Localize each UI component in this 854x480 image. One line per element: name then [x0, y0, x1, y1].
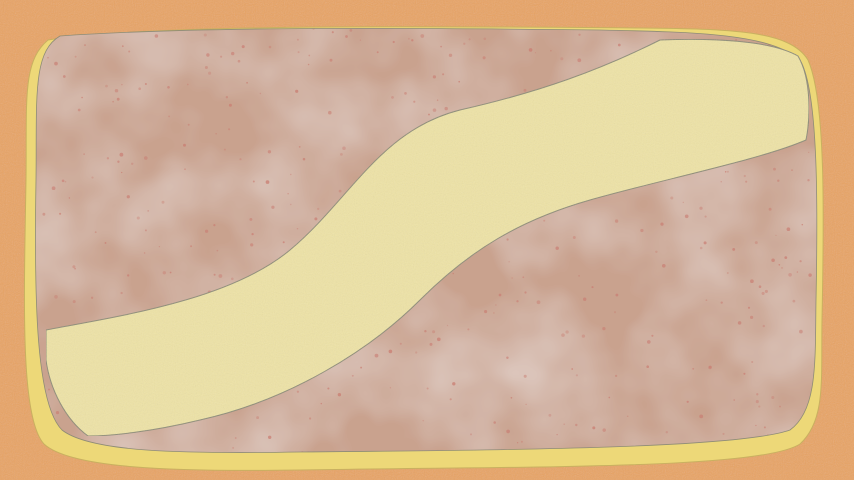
soil-speckle — [239, 158, 241, 160]
soil-speckle — [775, 235, 776, 236]
soil-speckle — [168, 115, 170, 117]
soil-speckle — [495, 304, 496, 305]
soil-speckle — [128, 51, 130, 53]
soil-speckle — [483, 37, 486, 40]
soil-speckle — [651, 335, 653, 337]
soil-speckle — [332, 31, 334, 33]
soil-speckle — [95, 231, 97, 233]
soil-speckle — [721, 301, 723, 303]
soil-speckle — [205, 230, 208, 233]
soil-speckle — [352, 375, 354, 377]
soil-speckle — [105, 85, 108, 88]
soil-speckle — [550, 50, 552, 52]
soil-speckle — [614, 311, 616, 313]
soil-speckle — [571, 368, 573, 370]
soil-speckle — [350, 29, 353, 32]
soil-speckle — [548, 414, 551, 417]
soil-speckle — [188, 124, 190, 126]
soil-speckle — [751, 361, 753, 363]
soil-speckle — [159, 246, 160, 247]
soil-speckle — [217, 250, 219, 252]
soil-speckle — [120, 292, 122, 294]
soil-speckle — [327, 387, 329, 389]
soil-speckle — [467, 328, 469, 330]
soil-speckle — [615, 219, 618, 222]
soil-speckle — [685, 214, 689, 218]
soil-speckle — [269, 46, 272, 49]
soil-speckle — [204, 33, 207, 36]
soil-speckle — [295, 90, 298, 93]
soil-speckle — [764, 426, 766, 428]
soil-speckle — [756, 393, 758, 395]
soil-speckle — [646, 365, 649, 368]
soil-speckle — [205, 66, 208, 69]
soil-speckle — [655, 251, 657, 253]
soil-speckle — [224, 149, 226, 151]
soil-speckle — [56, 411, 59, 414]
soil-speckle — [308, 55, 310, 57]
soil-speckle — [721, 181, 722, 182]
soil-speckle — [807, 179, 809, 181]
soil-speckle — [564, 424, 565, 425]
soil-speckle — [330, 59, 333, 62]
soil-speckle — [127, 195, 130, 198]
soil-speckle — [69, 197, 70, 198]
soil-speckle — [309, 417, 311, 419]
soil-speckle — [738, 321, 742, 325]
soil-speckle — [722, 433, 724, 435]
soil-speckle — [615, 375, 617, 377]
soil-speckle — [647, 340, 651, 344]
soil-speckle — [75, 56, 77, 58]
soil-speckle — [529, 48, 533, 52]
soil-speckle — [190, 245, 192, 247]
soil-speckle — [228, 128, 230, 130]
soil-speckle — [235, 437, 237, 439]
soil-speckle — [63, 75, 66, 78]
soil-speckle — [699, 415, 703, 419]
soil-speckle — [762, 292, 765, 295]
soil-speckle — [375, 354, 379, 358]
soil-speckle — [47, 57, 49, 59]
soil-speckle — [727, 171, 729, 173]
soil-speckle — [756, 400, 759, 403]
soil-speckle — [360, 39, 361, 40]
soil-speckle — [290, 174, 291, 175]
soil-speckle — [591, 286, 593, 288]
soil-speckle — [232, 447, 234, 449]
soil-speckle — [787, 227, 791, 231]
soil-speckle — [62, 180, 65, 183]
soil-speckle — [208, 72, 211, 75]
soil-speckle — [758, 406, 760, 408]
soil-speckle — [360, 367, 362, 369]
soil-speckle — [543, 220, 545, 222]
soil-speckle — [627, 416, 628, 417]
soil-speckle — [155, 34, 159, 38]
soil-speckle — [577, 58, 581, 62]
soil-speckle — [91, 177, 93, 179]
soil-speckle — [162, 201, 165, 204]
soil-speckle — [511, 277, 512, 278]
soil-speckle — [242, 45, 245, 48]
soil-speckle — [290, 204, 291, 205]
soil-speckle — [339, 190, 342, 193]
soil-speckle — [84, 44, 86, 46]
soil-speckle — [578, 34, 580, 36]
soil-speckle — [42, 213, 45, 216]
soil-speckle — [220, 56, 222, 58]
soil-speckle — [537, 300, 541, 304]
soil-speckle — [576, 374, 578, 376]
soil-speckle — [48, 389, 50, 391]
soil-speckle — [144, 156, 148, 160]
soil-speckle — [117, 161, 119, 163]
soil-speckle — [283, 241, 285, 243]
soil-speckle — [499, 294, 502, 297]
soil-speckle — [463, 43, 465, 45]
soil-speckle — [506, 430, 510, 434]
soil-speckle — [779, 406, 781, 408]
soil-speckle — [249, 218, 252, 221]
soil-speckle — [449, 54, 452, 57]
soil-speckle — [765, 290, 768, 293]
soil-speckle — [393, 41, 395, 43]
soil-speckle — [704, 241, 707, 244]
soil-speckle — [251, 233, 253, 235]
soil-speckle — [469, 38, 471, 40]
soil-speckle — [54, 62, 58, 66]
soil-speckle — [573, 236, 576, 239]
soil-speckle — [592, 426, 595, 429]
soil-speckle — [615, 294, 618, 297]
soil-speckle — [555, 246, 558, 249]
soil-speckle — [121, 84, 122, 85]
soil-speckle — [187, 84, 189, 86]
soil-speckle — [400, 343, 402, 345]
soil-speckle — [219, 274, 223, 278]
soil-speckle — [575, 424, 577, 426]
soil-speckle — [266, 180, 270, 184]
soil-speckle — [231, 278, 234, 281]
soil-speckle — [483, 56, 486, 59]
soil-speckle — [781, 267, 783, 269]
soil-speckle — [411, 39, 413, 41]
soil-speckle — [437, 99, 438, 100]
soil-speckle — [122, 45, 124, 47]
soil-speckle — [432, 330, 435, 333]
soil-speckle — [797, 271, 799, 273]
soil-speckle — [524, 291, 526, 293]
soil-speckle — [206, 53, 209, 56]
soil-speckle — [800, 260, 802, 262]
soil-speckle — [771, 259, 775, 263]
soil-speckle — [433, 75, 436, 78]
soil-speckle — [583, 298, 586, 301]
soil-speckle — [484, 310, 487, 313]
soil-speckle — [287, 193, 288, 194]
soil-speckle — [345, 35, 348, 38]
soil-speckle — [493, 312, 494, 313]
soil-speckle — [321, 403, 322, 404]
soil-speckle — [404, 92, 407, 95]
soil-speckle — [687, 401, 689, 403]
soil-speckle — [670, 196, 673, 199]
soil-speckle — [145, 229, 147, 231]
soil-speckle — [565, 330, 568, 333]
soil-speckle — [662, 264, 666, 268]
soil-speckle — [65, 181, 67, 183]
soil-speckle — [452, 382, 455, 385]
soil-speckle — [561, 333, 565, 337]
soil-speckle — [437, 337, 441, 341]
soil-speckle — [608, 397, 610, 399]
soil-speckle — [507, 238, 509, 240]
soil-speckle — [450, 398, 452, 400]
soil-speckle — [314, 217, 317, 220]
soil-speckle — [91, 297, 93, 299]
soil-speckle — [226, 96, 228, 98]
soil-speckle — [493, 421, 496, 424]
soil-speckle — [526, 404, 527, 405]
soil-speckle — [755, 425, 756, 426]
soil-speckle — [338, 393, 341, 396]
soil-speckle — [167, 86, 170, 89]
soil-speckle — [74, 268, 76, 270]
soil-speckle — [145, 83, 147, 85]
soil-speckle — [733, 399, 735, 401]
soil-speckle — [121, 172, 122, 173]
soil-speckle — [692, 368, 694, 370]
soil-speckle — [256, 416, 259, 419]
soil-speckle — [759, 285, 762, 288]
soil-speckle — [413, 101, 415, 103]
soil-speckle — [557, 434, 558, 435]
soil-speckle — [799, 330, 803, 334]
soil-speckle — [81, 97, 83, 99]
soil-speckle — [115, 89, 118, 92]
soil-speckle — [727, 272, 729, 274]
soil-speckle — [250, 243, 253, 246]
soil-speckle — [748, 307, 750, 309]
soil-speckle — [705, 216, 707, 218]
soil-speckle — [791, 169, 793, 171]
soil-speckle — [517, 442, 518, 443]
soil-speckle — [430, 343, 433, 346]
soil-speckle — [54, 295, 58, 299]
soil-speckle — [144, 252, 145, 253]
soil-speckle — [427, 387, 429, 389]
soil-speckle — [271, 206, 274, 209]
soil-speckle — [415, 351, 417, 353]
soil-speckle — [59, 213, 61, 215]
soil-speckle — [213, 224, 215, 226]
soil-speckle — [744, 175, 746, 177]
soil-speckle — [340, 153, 343, 156]
soil-speckle — [163, 271, 166, 274]
soil-speckle — [107, 157, 109, 159]
soil-speckle — [535, 52, 536, 53]
soil-speckle — [78, 109, 81, 112]
soil-speckle — [516, 300, 518, 302]
soil-speckle — [424, 330, 426, 332]
soil-speckle — [777, 180, 779, 182]
soil-speckle — [246, 82, 248, 84]
soil-speckle — [602, 428, 605, 431]
soil-speckle — [308, 64, 310, 66]
soil-speckle — [317, 208, 319, 210]
soil-speckle — [700, 247, 703, 250]
soil-speckle — [389, 350, 393, 354]
soil-speckle — [328, 111, 332, 115]
soil-speckle — [750, 316, 753, 319]
soil-speckle — [127, 274, 129, 276]
soil-speckle — [660, 223, 663, 226]
soil-speckle — [303, 158, 306, 161]
soil-speckle — [582, 334, 585, 337]
soil-speckle — [771, 396, 774, 399]
soil-speckle — [214, 274, 216, 276]
soil-speckle — [131, 163, 133, 165]
soil-speckle — [423, 420, 424, 421]
soil-speckle — [743, 373, 745, 375]
soil-speckle — [297, 39, 299, 41]
soil-speckle — [709, 366, 712, 369]
soil-speckle — [808, 273, 811, 276]
soil-speckle — [238, 60, 241, 63]
soil-speckle — [408, 38, 410, 40]
soil-speckle — [83, 153, 85, 155]
soil-speckle — [137, 216, 140, 219]
soil-speckle — [147, 210, 149, 212]
soil-speckle — [229, 104, 232, 107]
soil-speckle — [602, 327, 605, 330]
soil-speckle — [750, 279, 754, 283]
soil-speckle — [391, 96, 394, 99]
soil-speckle — [522, 276, 524, 278]
soil-speckle — [506, 357, 508, 359]
soil-speckle — [299, 146, 301, 148]
soil-speckle — [183, 144, 186, 147]
soil-speckle — [683, 202, 684, 203]
soil-speckle — [618, 44, 621, 47]
soil-speckle — [745, 181, 747, 183]
soil-speckle — [808, 152, 809, 153]
soil-speckle — [377, 51, 379, 53]
soil-speckle — [524, 89, 527, 92]
soil-speckle — [231, 52, 234, 55]
soil-speckle — [268, 150, 271, 153]
soil-speckle — [521, 441, 523, 443]
soil-speckle — [453, 273, 454, 274]
soil-speckle — [578, 275, 580, 277]
soil-speckle — [788, 273, 792, 277]
soil-speckle — [112, 101, 114, 103]
soil-speckle — [73, 300, 76, 303]
soil-speckle — [784, 256, 787, 259]
soil-speckle — [524, 375, 527, 378]
soil-speckle — [763, 325, 765, 327]
soil-speckle — [342, 147, 346, 151]
soil-speckle — [72, 265, 75, 268]
soil-speckle — [297, 391, 299, 393]
soil-speckle — [428, 114, 430, 116]
soil-speckle — [297, 228, 298, 229]
soil-speckle — [442, 73, 444, 75]
soil-speckle — [184, 168, 186, 170]
soil-speckle — [440, 46, 442, 48]
soil-speckle — [298, 51, 300, 53]
soil-speckle — [458, 81, 460, 83]
soil-speckle — [666, 431, 668, 433]
soil-speckle — [802, 224, 804, 226]
soil-speckle — [778, 264, 780, 266]
soil-speckle — [725, 171, 727, 173]
soil-speckle — [390, 387, 391, 388]
soil-speckle — [508, 261, 509, 262]
soil-speckle — [640, 229, 643, 232]
soil-speckle — [769, 208, 772, 211]
soil-speckle — [732, 248, 735, 251]
soil-speckle — [170, 272, 172, 274]
soil-speckle — [138, 87, 141, 90]
soil-speckle — [706, 299, 708, 301]
soil-speckle — [470, 433, 472, 435]
soil-speckle — [117, 98, 120, 101]
soil-speckle — [560, 57, 563, 60]
soil-speckle — [699, 207, 702, 210]
soil-speckle — [260, 93, 261, 94]
soil-speckle — [773, 168, 776, 171]
soil-speckle — [445, 107, 448, 110]
soil-speckle — [511, 397, 513, 399]
soil-speckle — [793, 300, 796, 303]
soil-speckle — [120, 153, 124, 157]
soil-speckle — [253, 181, 255, 183]
soil-speckle — [105, 242, 107, 244]
soil-speckle — [268, 436, 271, 439]
soil-speckle — [215, 133, 216, 134]
soil-speckle — [52, 186, 56, 190]
soil-speckle — [420, 34, 424, 38]
soil-speckle — [447, 325, 448, 326]
soil-speckle — [755, 241, 758, 244]
soil-speckle — [433, 108, 437, 112]
